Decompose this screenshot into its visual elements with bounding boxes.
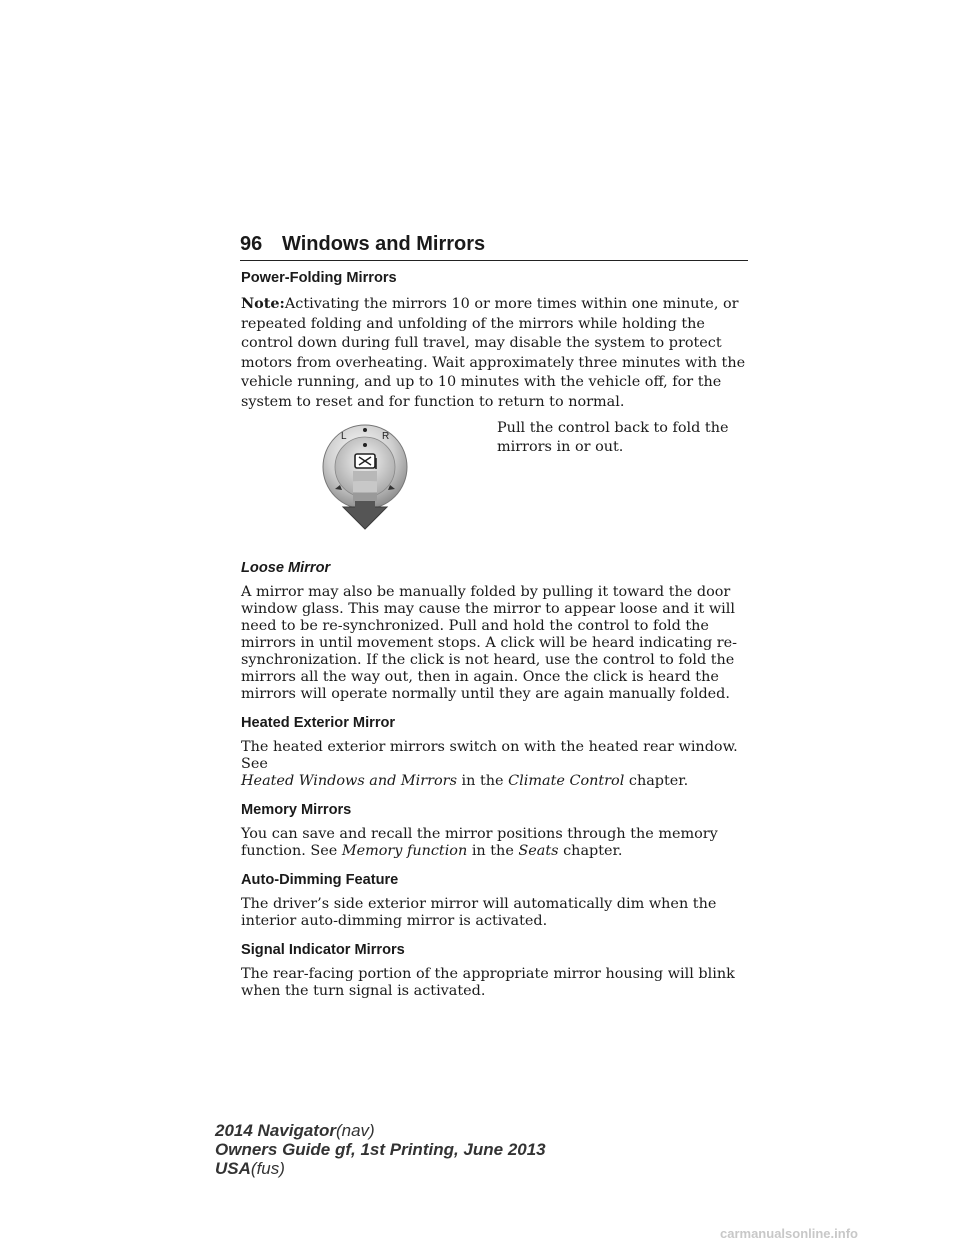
heated-text-2: in the [456,772,509,789]
note-label: Note: [241,295,285,312]
footer-region-code: (fus) [250,1159,285,1178]
note-text: Activating the mirrors 10 or more times within one minute, or repeated folding and unfolding of the mirrors while holding the control down during full travel, may disable the system to protect motors from overheating. Wait approximately three minutes with the vehicle running, and up to 10 minutes with the vehicle off, for the system to reset and for function to return to normal. [241,296,746,410]
ref-heated-windows-and-mirrors: Heated Windows and Mirrors [241,772,457,789]
figure-row [241,421,751,558]
page-footer [215,1121,546,1178]
page-header [240,229,748,261]
figure-caption: Pull the control back to fold the mirrors in or out. [497,419,729,456]
heading-power-folding: Power-Folding Mirrors [241,270,397,286]
chapter-title: Windows and Mirrors [282,233,486,255]
footer-region: USA [215,1159,251,1178]
watermark: carmanualsonline.info [720,1226,858,1241]
ref-climate-control: Climate Control [508,772,625,789]
heading-loose-mirror: Loose Mirror [241,559,331,576]
heated-text-1: The heated exterior mirrors switch on with the heated rear window. See [241,738,738,772]
heading-heated-exterior-mirror: Heated Exterior Mirror [241,714,396,731]
note-paragraph [241,294,751,413]
loose-mirror-text: A mirror may also be manually folded by pulling it toward the door window glass. This may cause the mirror to appear loose and it will need to be re-synchronized. Pull and hold the control to fold the mirrors in until movement stops. A click will be heard indicating re-synchronization. If the click is not heard, use the control to fold the mirrors all the way out, then in again. Once the click is heard the mirrors will operate normally until they are again manually folded. [241,583,738,702]
heated-text-3: chapter. [624,772,689,789]
heading-memory-mirrors: Memory Mirrors [241,801,352,818]
page-number: 96 [240,233,263,255]
heading-auto-dimming: Auto-Dimming Feature [241,871,399,888]
memory-text [241,826,751,860]
mirror-fold-control-illustration [321,421,417,546]
memory-text-1: You can save and recall the mirror positions through the memory function. See [241,825,718,859]
label-left: L [341,430,347,442]
signal-text: The rear-facing portion of the appropriate mirror housing will blink when the turn signal is activated. [241,965,735,999]
label-right: R [382,430,390,442]
footer-guide-line: Owners Guide gf, 1st Printing, June 2013 [215,1140,546,1159]
heated-text [241,739,751,790]
memory-text-2: in the [467,842,519,859]
ref-memory-function: Memory function [341,842,468,859]
auto-dimming-text: The driver’s side exterior mirror will automatically dim when the interior auto-dimming mirror is activated. [241,895,717,929]
footer-model: 2014 Navigator [215,1121,336,1140]
page-content [241,268,751,1000]
memory-text-3: chapter. [558,842,623,859]
ref-seats: Seats [518,842,559,859]
footer-model-code: (nav) [335,1121,375,1140]
heading-signal-indicator: Signal Indicator Mirrors [241,941,405,958]
